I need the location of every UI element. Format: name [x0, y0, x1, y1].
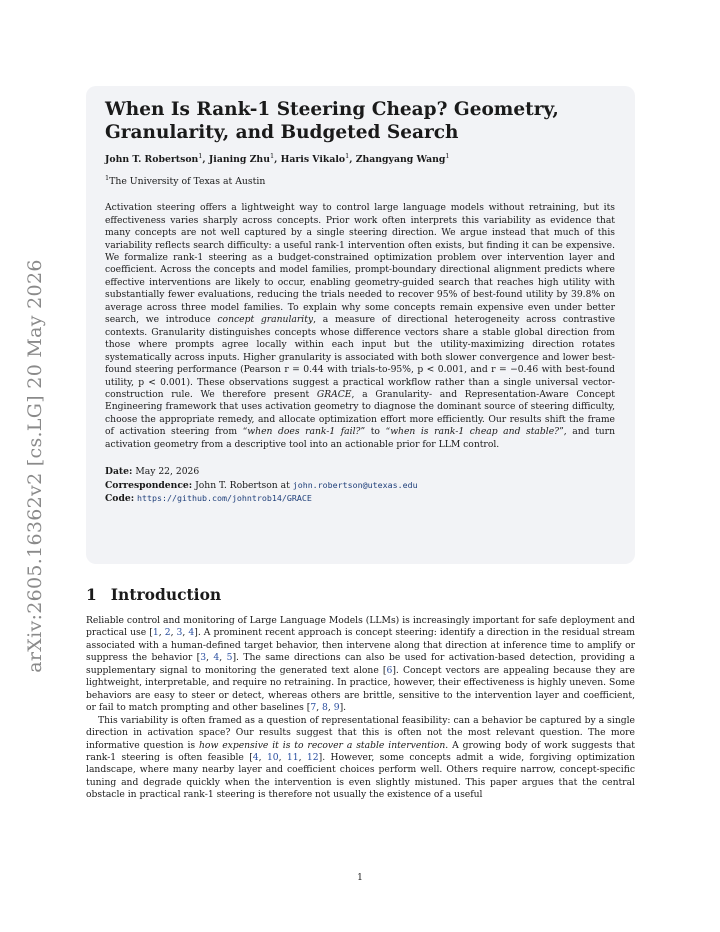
- date-line: [105, 466, 615, 478]
- correspondence-label: Correspondence:: [105, 479, 193, 491]
- abstract-segment: ”, and turn activation geometry from a descriptive tool into an actionable prior for LLM control.: [105, 426, 615, 450]
- paragraph-text: ,: [182, 627, 189, 639]
- citation-link[interactable]: 3: [200, 652, 207, 664]
- affiliation: [105, 172, 615, 188]
- paragraph-text: ,: [278, 751, 287, 763]
- paragraph-text: ,: [206, 652, 214, 664]
- abstract: [105, 202, 615, 451]
- citation-link[interactable]: 9: [333, 702, 340, 714]
- citation-link[interactable]: 3: [176, 627, 183, 639]
- paragraph-text: ,: [327, 702, 334, 714]
- paper-title: When Is Rank-1 Steering Cheap? Geometry, Granularity, and Budgeted Search: [105, 99, 559, 143]
- paragraph-text: This variability is often framed as a question of representational feasibility: can a behavior be captured by a single direction in activation space? Our results suggest that this is often not the most relevant question. The more informative question is: [86, 714, 635, 751]
- citation-link[interactable]: 8: [322, 702, 328, 714]
- abstract-text: [105, 202, 615, 451]
- paragraph-text: ,: [219, 652, 227, 664]
- arxiv-identifier: arXiv:2605.16362v2 [cs.LG] 20 May 2026: [24, 259, 46, 673]
- author-affiliation-mark: 1: [345, 152, 350, 160]
- date-value: May 22, 2026: [135, 466, 200, 478]
- citation-link[interactable]: 1: [152, 627, 159, 639]
- abstract-emphasis: when does rank-1 fail?: [247, 426, 361, 438]
- code-line: [105, 492, 615, 505]
- citation-link[interactable]: 2: [164, 627, 171, 639]
- paragraph-text: ,: [258, 751, 267, 763]
- affiliation-mark: 1: [105, 174, 110, 183]
- author-name: Zhangyang Wang: [355, 154, 446, 166]
- correspondence-line: [105, 479, 615, 492]
- author-name: Jianing Zhu: [208, 154, 270, 166]
- abstract-segment: Activation steering offers a lightweight way to control large language models without retraining, but its effectiveness varies sharply across concepts. Prior work often interprets this variability as evidence that many concepts are not well captured by a single steering direction. We argue instead that much of this variability reflects search difficulty: a useful rank-1 intervention often exists, but finding it can be expensive. We formalize rank-1 steering as a budget-constrained optimization problem over intervention layer and coefficient. Across the concepts and model families, prompt-boundary directional alignment predicts where effective interventions are likely to occur, enabling geometry-guided search that reaches high utility with substantially fewer evaluations, reducing the trials needed to recover 95% of best-found utility by 39.8% on average across three model families. To explain why some concepts remain expensive even under better search, we introduce: [105, 202, 615, 326]
- citation-link[interactable]: 6: [386, 664, 393, 676]
- paragraph-text: ].: [339, 702, 347, 714]
- paragraph-text: ,: [316, 702, 323, 714]
- author-name: John T. Robertson: [105, 154, 199, 166]
- paragraph-text: ]. The same directions can also be used for activation-based detection, providing a supplementary signal to monitoring the generated text alone [: [86, 652, 636, 676]
- citation-link[interactable]: 11: [286, 751, 299, 763]
- paragraph-text: ]. A prominent recent approach is concept steering: identify a direction in the residual stream associated with a human-defined target behavior, then intervene along that direction at inference time to amplify or suppress the behavior [: [86, 627, 635, 664]
- code-label: Code:: [105, 493, 135, 505]
- code-repository-link[interactable]: https://github.com/johntrob14/GRACE: [137, 493, 312, 504]
- paragraph-text: A growing body of work suggests that rank-1 steering is often feasible [: [86, 739, 635, 763]
- arxiv-sidebar: [0, 0, 70, 932]
- paragraph-text: Reliable control and monitoring of Large Language Models (LLMs) is increasingly important for safe deployment and practical use [: [86, 615, 635, 639]
- abstract-emphasis: GRACE: [316, 388, 352, 400]
- citation-link[interactable]: 4: [188, 627, 195, 639]
- section-heading-introduction: [86, 585, 221, 605]
- paragraph-text: ,: [170, 627, 177, 639]
- abstract-segment: , a measure of directional heterogeneity across contrastive contexts. Granularity distinguishes concepts whose difference vectors share a stable global direction from those where prompts agree locally within each input but the utility-maximizing direction rotates systematically across inputs. Higher granularity is associated with both slower convergence and lower best-found steering performance (Pearson r = 0.44 with trials-to-95%, p < 0.001, and r = −0.46 with best-found utility, p < 0.001). These observations suggest a practical workflow rather than a single universal vector-construction rule. We therefore present: [105, 314, 616, 400]
- paragraph-text: ]. However, some concepts admit a wide, forgiving optimization landscape, where many nearby layer and coefficient choices perform well. Others require narrow, concept-specific tuning and degrade quickly when the intervention is even slightly mistuned. This paper argues that the central obstacle in practical rank-1 steering is therefore not usually the existence of a useful: [86, 751, 635, 801]
- abstract-emphasis: when is rank-1 cheap and stable?: [390, 426, 560, 438]
- author-affiliation-mark: 1: [198, 152, 203, 160]
- author-list: John T. Robertson$^1$, Jianing Zhu$^1$, Haris Vikalo$^1$, Zhangyang Wang$^1$: [105, 152, 450, 166]
- abstract-emphasis: concept granularity: [217, 314, 314, 326]
- paper-metadata: [105, 466, 615, 505]
- citation-link[interactable]: 10: [266, 751, 279, 763]
- title-abstract-panel: [86, 86, 635, 564]
- paragraph-text: ,: [158, 627, 165, 639]
- introduction-body: [86, 615, 635, 802]
- date-label: Date:: [105, 466, 133, 478]
- affiliation-name: The University of Texas at Austin: [109, 176, 266, 188]
- abstract-segment: ” to “: [360, 426, 391, 438]
- author-name: Haris Vikalo: [280, 154, 346, 166]
- author-affiliation-mark: 1: [445, 152, 450, 160]
- citation-link[interactable]: 4: [213, 652, 220, 664]
- section-number: 1: [86, 585, 97, 604]
- intro-paragraph: [86, 615, 635, 715]
- paragraph-text: ]. Concept vectors are appealing because they are lightweight, interpretable, and require no retraining. In practice, however, their effectiveness is highly uneven. Some behaviors are easy to steer or detect, whereas others are brittle, sensitive to the intervention layer and coefficient, or fail to match prompting and other baselines [: [86, 664, 635, 714]
- citation-link[interactable]: 5: [226, 652, 233, 664]
- section-title: Introduction: [110, 585, 222, 604]
- citation-link[interactable]: 7: [310, 702, 317, 714]
- intro-paragraph: [86, 715, 635, 802]
- citation-link[interactable]: 4: [252, 751, 259, 763]
- abstract-segment: , a Granularity- and Representation-Aware Concept Engineering framework that uses activation geometry to diagnose the dominant source of steering difficulty, choose the appropriate remedy, and allocate optimization effort more efficiently. Our results shift the frame of activation steering from “: [105, 388, 615, 438]
- correspondence-name: John T. Robertson at: [195, 479, 290, 491]
- citation-link[interactable]: 12: [306, 751, 319, 763]
- correspondence-email-link[interactable]: john.robertson@utexas.edu: [292, 479, 418, 490]
- emphasis-text: how expensive it is to recover a stable intervention.: [199, 739, 449, 751]
- page-number: 1: [357, 873, 363, 883]
- paragraph-text: ,: [298, 751, 307, 763]
- author-affiliation-mark: 1: [269, 152, 275, 160]
